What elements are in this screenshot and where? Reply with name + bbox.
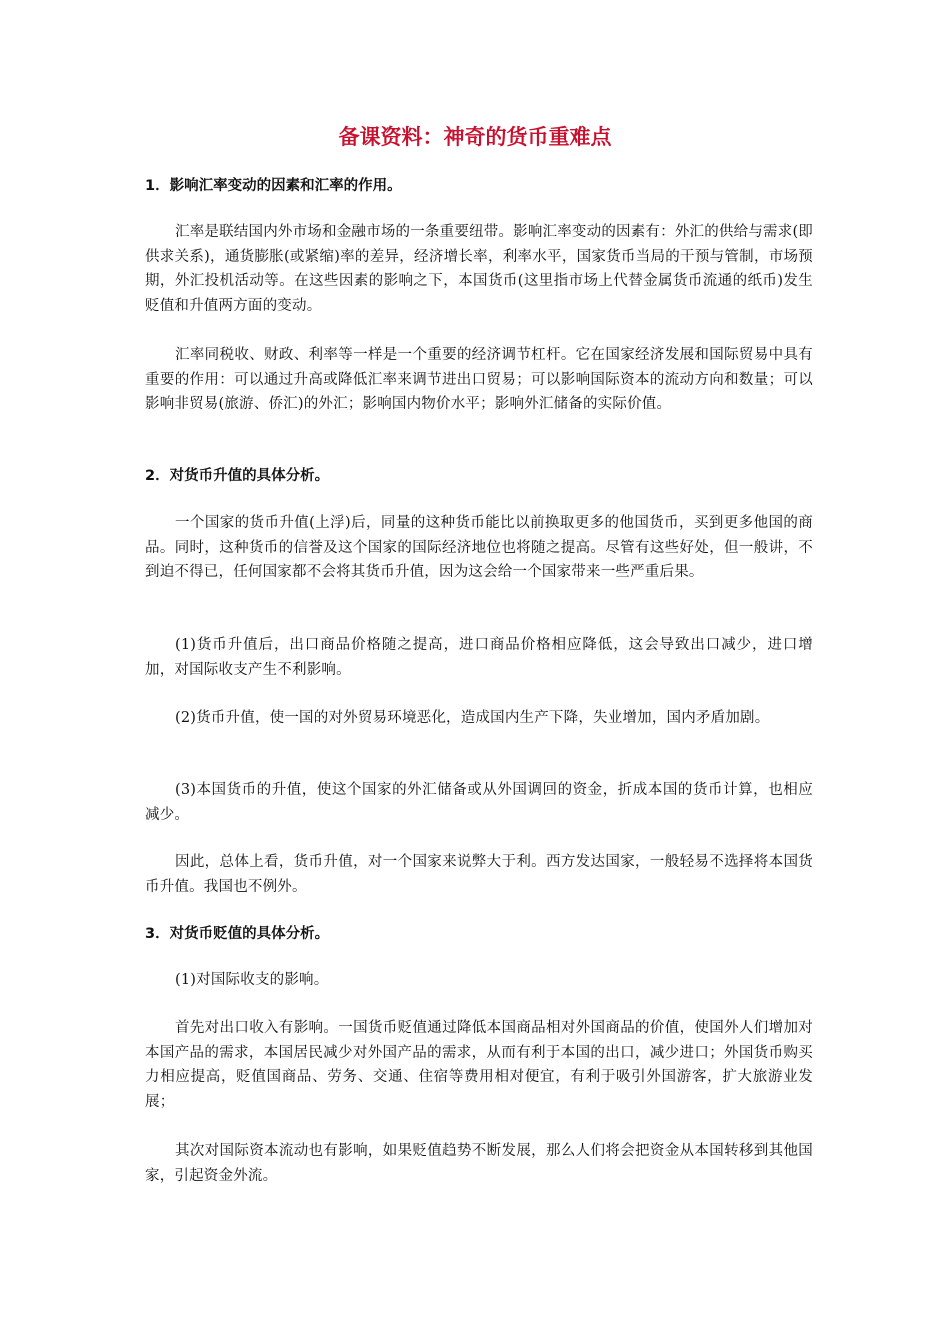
section-heading: 2．对货币升值的具体分析。 <box>145 468 330 484</box>
paragraph: (3)本国货币的升值，使这个国家的外汇储备或从外国调回的资金，折成本国的货币计算，也相应减少。 <box>145 782 813 823</box>
paragraph: 首先对出口收入有影响。一国货币贬值通过降低本国商品相对外国商品的价值，使国外人们增加对本国产品的需求，本国居民减少对外国产品的需求，从而有利于本国的出口，减少进口；外国货币购买力相应提高，贬值国商品、劳务、交通、住宿等费用相对便宜，有利于吸引外国游客，扩大旅游业发展； <box>145 1020 813 1110</box>
paragraph: 汇率是联结国内外市场和金融市场的一条重要纽带。影响汇率变动的因素有：外汇的供给与需求(即供求关系)，通货膨胀(或紧缩)率的差异，经济增长率，利率水平，国家货币当局的干预与管制，市场预期，外汇投机活动等。在这些因素的影响之下，本国货币(这里指市场上代替金属货币流通的纸币)发生贬值和升值两方面的变动。 <box>145 224 813 314</box>
section-heading: 1．影响汇率变动的因素和汇率的作用。 <box>145 178 402 194</box>
paragraph: (1)货币升值后，出口商品价格随之提高，进口商品价格相应降低，这会导致出口减少，进口增加，对国际收支产生不利影响。 <box>145 637 813 678</box>
paragraph: (1)对国际收支的影响。 <box>175 972 329 988</box>
section-heading: 3．对货币贬值的具体分析。 <box>145 926 330 942</box>
document-title: 备课资料：神奇的货币重难点 <box>338 125 612 149</box>
paragraph: 因此，总体上看，货币升值，对一个国家来说弊大于利。西方发达国家，一般轻易不选择将本国货币升值。我国也不例外。 <box>145 854 813 895</box>
paragraph: 其次对国际资本流动也有影响，如果贬值趋势不断发展，那么人们将会把资金从本国转移到其他国家，引起资金外流。 <box>145 1143 813 1184</box>
paragraph: 一个国家的货币升值(上浮)后，同量的这种货币能比以前换取更多的他国货币，买到更多他国的商品。同时，这种货币的信誉及这个国家的国际经济地位也将随之提高。尽管有这些好处，但一般讲，不到迫不得已，任何国家都不会将其货币升值，因为这会给一个国家带来一些严重后果。 <box>145 515 813 580</box>
paragraph: 汇率同税收、财政、利率等一样是一个重要的经济调节杠杆。它在国家经济发展和国际贸易中具有重要的作用：可以通过升高或降低汇率来调节进出口贸易；可以影响国际资本的流动方向和数量；可以影响非贸易(旅游、侨汇)的外汇；影响国内物价水平；影响外汇储备的实际价值。 <box>145 347 813 412</box>
paragraph: (2)货币升值，使一国的对外贸易环境恶化，造成国内生产下降，失业增加，国内矛盾加剧。 <box>175 710 770 726</box>
